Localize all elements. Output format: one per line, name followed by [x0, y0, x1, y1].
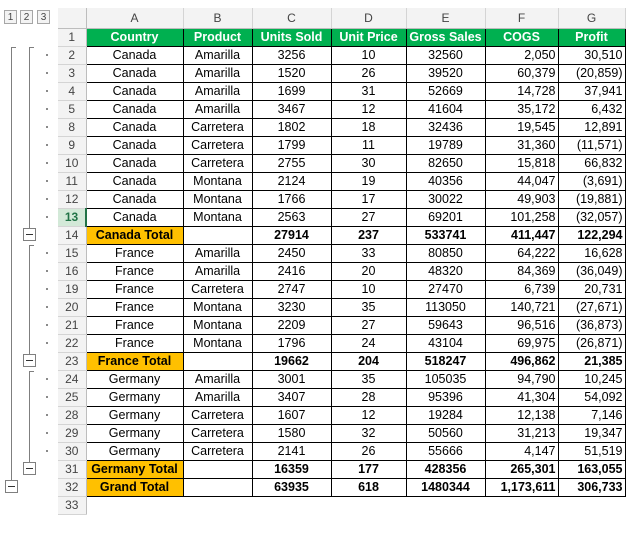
outline-row-dot [46, 108, 48, 110]
cell-profit[interactable]: (36,873) [558, 316, 625, 334]
table-row [58, 424, 625, 442]
cell-country[interactable]: Canada [86, 46, 183, 64]
cell-cogs[interactable]: 19,545 [485, 118, 558, 136]
cell-product[interactable] [183, 478, 252, 496]
cell-product[interactable]: Carretera [183, 136, 252, 154]
outline-row-dot [46, 126, 48, 128]
cell-cogs[interactable]: 96,516 [485, 316, 558, 334]
cell-cogs[interactable]: 49,903 [485, 190, 558, 208]
outline-row-dot [46, 144, 48, 146]
cell-profit[interactable]: 6,432 [558, 100, 625, 118]
header-cell-gross-sales[interactable]: Gross Sales [406, 28, 485, 46]
subtotal-row [58, 352, 625, 370]
cell-cogs[interactable]: 64,222 [485, 244, 558, 262]
cell-cogs[interactable]: 496,862 [485, 352, 558, 370]
cell-units-sold[interactable]: 19662 [252, 352, 331, 370]
row-header[interactable]: 33 [58, 496, 86, 514]
cell-product[interactable]: Carretera [183, 118, 252, 136]
cell-gross-sales[interactable]: 19789 [406, 136, 485, 154]
cell-cogs[interactable]: 41,304 [485, 388, 558, 406]
cell-profit[interactable]: (19,881) [558, 190, 625, 208]
cell-cogs[interactable]: 44,047 [485, 172, 558, 190]
row-header[interactable]: 10 [58, 154, 86, 172]
row-header[interactable]: 8 [58, 118, 86, 136]
cell-profit[interactable]: (36,049) [558, 262, 625, 280]
cell-country[interactable]: Germany [86, 406, 183, 424]
cell-cogs[interactable]: 60,379 [485, 64, 558, 82]
cell-country[interactable]: Canada [86, 118, 183, 136]
cell-units-sold[interactable]: 1802 [252, 118, 331, 136]
table-row [58, 334, 625, 352]
cell-gross-sales[interactable]: 55666 [406, 442, 485, 460]
outline-row-dot [46, 378, 48, 380]
cell-cogs[interactable]: 15,818 [485, 154, 558, 172]
cell-country[interactable]: France [86, 298, 183, 316]
cell-units-sold[interactable]: 1607 [252, 406, 331, 424]
cell-units-sold[interactable]: 3256 [252, 46, 331, 64]
row-header[interactable]: 23 [58, 352, 86, 370]
table-row [58, 244, 625, 262]
cell-profit[interactable]: 306,733 [558, 478, 625, 496]
header-cell-unit-price[interactable]: Unit Price [331, 28, 406, 46]
column-header-e[interactable]: E [406, 8, 485, 28]
column-header-d[interactable]: D [331, 8, 406, 28]
cell-profit[interactable]: (11,571) [558, 136, 625, 154]
collapse-group-button[interactable] [5, 480, 18, 493]
cell-profit[interactable]: 16,628 [558, 244, 625, 262]
cell-profit[interactable]: 37,941 [558, 82, 625, 100]
cell-product[interactable] [183, 460, 252, 478]
cell-units-sold[interactable]: 2416 [252, 262, 331, 280]
cell-unit-price[interactable]: 204 [331, 352, 406, 370]
cell-country[interactable]: France Total [86, 352, 183, 370]
outline-row-dot [46, 54, 48, 56]
cell-gross-sales[interactable]: 428356 [406, 460, 485, 478]
row-header[interactable]: 20 [58, 298, 86, 316]
cell-country[interactable]: France [86, 244, 183, 262]
cell-country[interactable]: Canada [86, 208, 183, 226]
cell-gross-sales[interactable]: 69201 [406, 208, 485, 226]
cell-product[interactable]: Carretera [183, 154, 252, 172]
table-row [58, 406, 625, 424]
cell-profit[interactable]: 10,245 [558, 370, 625, 388]
cell-unit-price[interactable]: 12 [331, 100, 406, 118]
cell-product[interactable]: Montana [183, 334, 252, 352]
outline-row-dot [46, 180, 48, 182]
cell-units-sold[interactable]: 2141 [252, 442, 331, 460]
cell-product[interactable]: Amarilla [183, 262, 252, 280]
cell-country[interactable] [86, 496, 183, 514]
cell-units-sold[interactable]: 1699 [252, 82, 331, 100]
cell-cogs[interactable]: 4,147 [485, 442, 558, 460]
header-cell-country[interactable]: Country [86, 28, 183, 46]
cell-gross-sales[interactable]: 518247 [406, 352, 485, 370]
cell-unit-price[interactable]: 177 [331, 460, 406, 478]
row-header[interactable]: 15 [58, 244, 86, 262]
collapse-group-button[interactable] [23, 228, 36, 241]
cell-profit[interactable]: (27,671) [558, 298, 625, 316]
cell-cogs[interactable]: 35,172 [485, 100, 558, 118]
cell-unit-price[interactable]: 11 [331, 136, 406, 154]
cell-units-sold[interactable]: 3001 [252, 370, 331, 388]
cell-units-sold[interactable]: 1799 [252, 136, 331, 154]
cell-profit[interactable]: 54,092 [558, 388, 625, 406]
outline-bracket [29, 47, 30, 228]
row-header[interactable]: 9 [58, 136, 86, 154]
table-row [58, 64, 625, 82]
cell-gross-sales[interactable]: 1480344 [406, 478, 485, 496]
cell-product[interactable]: Montana [183, 298, 252, 316]
cell-units-sold[interactable]: 2755 [252, 154, 331, 172]
cell-unit-price[interactable]: 12 [331, 406, 406, 424]
cell-units-sold[interactable]: 1796 [252, 334, 331, 352]
cell-units-sold[interactable]: 1580 [252, 424, 331, 442]
outline-bracket [29, 371, 30, 462]
cell-unit-price[interactable]: 17 [331, 190, 406, 208]
outline-bracket [29, 245, 30, 354]
outline-level-1-button[interactable]: 1 [4, 10, 17, 24]
cell-gross-sales[interactable]: 32560 [406, 46, 485, 64]
cell-units-sold[interactable]: 2450 [252, 244, 331, 262]
cell-cogs[interactable]: 411,447 [485, 226, 558, 244]
cell-cogs[interactable]: 1,173,611 [485, 478, 558, 496]
cell-country[interactable]: France [86, 334, 183, 352]
cell-country[interactable]: Germany [86, 424, 183, 442]
cell-profit[interactable]: 66,832 [558, 154, 625, 172]
cell-gross-sales[interactable]: 43104 [406, 334, 485, 352]
cell-product[interactable] [183, 352, 252, 370]
column-header-f[interactable]: F [485, 8, 558, 28]
cell-unit-price[interactable]: 33 [331, 244, 406, 262]
cell-profit[interactable]: 163,055 [558, 460, 625, 478]
cell-gross-sales[interactable]: 39520 [406, 64, 485, 82]
row-header[interactable]: 5 [58, 100, 86, 118]
row-header[interactable]: 25 [58, 388, 86, 406]
cell-product[interactable]: Montana [183, 316, 252, 334]
cell-product[interactable] [183, 496, 252, 514]
table-row [58, 316, 625, 334]
cell-units-sold[interactable]: 16359 [252, 460, 331, 478]
row-header[interactable]: 13 [58, 208, 86, 226]
cell-gross-sales[interactable]: 27470 [406, 280, 485, 298]
cell-unit-price[interactable]: 20 [331, 262, 406, 280]
column-header-c[interactable]: C [252, 8, 331, 28]
cell-units-sold[interactable]: 3230 [252, 298, 331, 316]
table-row [58, 118, 625, 136]
cell-profit[interactable]: 51,519 [558, 442, 625, 460]
outline-row-dot [46, 450, 48, 452]
column-header-a[interactable]: A [86, 8, 183, 28]
cell-gross-sales[interactable]: 533741 [406, 226, 485, 244]
outline-row-dot [46, 252, 48, 254]
table-row [58, 136, 625, 154]
header-cell-units-sold[interactable]: Units Sold [252, 28, 331, 46]
spreadsheet-grid [58, 8, 626, 515]
cell-product[interactable]: Amarilla [183, 64, 252, 82]
table-row [58, 388, 625, 406]
cell-profit[interactable]: 12,891 [558, 118, 625, 136]
cell-gross-sales[interactable]: 50560 [406, 424, 485, 442]
table-row [58, 172, 625, 190]
table-row [58, 190, 625, 208]
cell-gross-sales[interactable]: 80850 [406, 244, 485, 262]
cell-cogs[interactable]: 2,050 [485, 46, 558, 64]
cell-product[interactable]: Montana [183, 172, 252, 190]
cell-cogs[interactable]: 94,790 [485, 370, 558, 388]
outline-row-dot [46, 162, 48, 164]
outline-row-dot [46, 288, 48, 290]
empty-row [58, 496, 625, 514]
cell-unit-price[interactable]: 27 [331, 316, 406, 334]
cell-cogs[interactable]: 12,138 [485, 406, 558, 424]
cell-unit-price[interactable]: 19 [331, 172, 406, 190]
cell-country[interactable]: Canada [86, 172, 183, 190]
cell-unit-price[interactable]: 10 [331, 280, 406, 298]
column-header-row [58, 8, 625, 28]
table-row [58, 208, 625, 226]
cell-unit-price[interactable]: 28 [331, 388, 406, 406]
cell-gross-sales[interactable]: 82650 [406, 154, 485, 172]
cell-country[interactable]: France [86, 280, 183, 298]
cell-country[interactable]: Germany [86, 370, 183, 388]
cell-cogs[interactable]: 6,739 [485, 280, 558, 298]
outline-level-2-button[interactable]: 2 [20, 10, 33, 24]
cell-unit-price[interactable]: 32 [331, 424, 406, 442]
table-row [58, 262, 625, 280]
cell-profit[interactable]: (26,871) [558, 334, 625, 352]
outline-bracket [11, 47, 12, 480]
cell-units-sold[interactable]: 3467 [252, 100, 331, 118]
cell-profit[interactable]: 20,731 [558, 280, 625, 298]
cell-country[interactable]: Canada Total [86, 226, 183, 244]
outline-row-dot [46, 198, 48, 200]
cell-units-sold[interactable] [252, 496, 331, 514]
cell-units-sold[interactable]: 63935 [252, 478, 331, 496]
cell-product[interactable]: Carretera [183, 442, 252, 460]
cell-country[interactable]: Canada [86, 100, 183, 118]
row-header[interactable]: 29 [58, 424, 86, 442]
outline-row-dot [46, 414, 48, 416]
cell-cogs[interactable]: 140,721 [485, 298, 558, 316]
table-row [58, 82, 625, 100]
outline-row-dot [46, 342, 48, 344]
cell-cogs[interactable]: 31,213 [485, 424, 558, 442]
cell-profit[interactable]: (20,859) [558, 64, 625, 82]
row-header[interactable]: 4 [58, 82, 86, 100]
row-header[interactable]: 24 [58, 370, 86, 388]
outline-pane [0, 0, 58, 540]
cell-unit-price[interactable]: 27 [331, 208, 406, 226]
cell-country[interactable]: France [86, 316, 183, 334]
header-cell-product[interactable]: Product [183, 28, 252, 46]
cell-profit[interactable] [558, 496, 625, 514]
table-row [58, 280, 625, 298]
cell-product[interactable]: Amarilla [183, 244, 252, 262]
cell-unit-price[interactable]: 10 [331, 46, 406, 64]
cell-country[interactable]: Canada [86, 190, 183, 208]
cell-product[interactable]: Amarilla [183, 388, 252, 406]
outline-row-dot [46, 216, 48, 218]
cell-country[interactable]: Canada [86, 82, 183, 100]
cell-gross-sales[interactable]: 95396 [406, 388, 485, 406]
cell-country[interactable]: Canada [86, 136, 183, 154]
cell-unit-price[interactable]: 18 [331, 118, 406, 136]
row-header[interactable]: 19 [58, 280, 86, 298]
cell-gross-sales[interactable]: 52669 [406, 82, 485, 100]
cell-units-sold[interactable]: 2747 [252, 280, 331, 298]
table-row [58, 370, 625, 388]
row-header[interactable]: 11 [58, 172, 86, 190]
subtotal-row [58, 226, 625, 244]
cell-units-sold[interactable]: 1766 [252, 190, 331, 208]
subtotal-row [58, 460, 625, 478]
outline-level-3-button[interactable]: 3 [37, 10, 50, 24]
outline-row-dot [46, 270, 48, 272]
collapse-group-button[interactable] [23, 462, 36, 475]
row-header[interactable]: 16 [58, 262, 86, 280]
row-header[interactable]: 14 [58, 226, 86, 244]
row-header[interactable]: 12 [58, 190, 86, 208]
outline-row-dot [46, 396, 48, 398]
cell-units-sold[interactable]: 1520 [252, 64, 331, 82]
cell-units-sold[interactable]: 2209 [252, 316, 331, 334]
row-header[interactable]: 30 [58, 442, 86, 460]
row-header[interactable]: 21 [58, 316, 86, 334]
cell-gross-sales[interactable]: 48320 [406, 262, 485, 280]
cell-cogs[interactable]: 14,728 [485, 82, 558, 100]
cell-unit-price[interactable]: 237 [331, 226, 406, 244]
cell-country[interactable]: Germany Total [86, 460, 183, 478]
cell-product[interactable]: Carretera [183, 406, 252, 424]
outline-row-dot [46, 90, 48, 92]
table-row [58, 154, 625, 172]
cell-profit[interactable]: 19,347 [558, 424, 625, 442]
header-cell-profit[interactable]: Profit [558, 28, 625, 46]
cell-profit[interactable]: (3,691) [558, 172, 625, 190]
cell-profit[interactable]: 30,510 [558, 46, 625, 64]
cell-country[interactable]: Germany [86, 388, 183, 406]
column-header-b[interactable]: B [183, 8, 252, 28]
row-header[interactable]: 28 [58, 406, 86, 424]
cell-gross-sales[interactable]: 32436 [406, 118, 485, 136]
cell-gross-sales[interactable]: 105035 [406, 370, 485, 388]
cell-country[interactable]: Germany [86, 442, 183, 460]
row-header[interactable]: 1 [58, 28, 86, 46]
table-row [58, 298, 625, 316]
header-row [58, 28, 625, 46]
cell-gross-sales[interactable]: 59643 [406, 316, 485, 334]
cell-product[interactable]: Amarilla [183, 82, 252, 100]
cell-profit[interactable]: 21,385 [558, 352, 625, 370]
outline-row-dot [46, 432, 48, 434]
cell-unit-price[interactable]: 35 [331, 298, 406, 316]
cell-product[interactable] [183, 226, 252, 244]
cell-product[interactable]: Carretera [183, 280, 252, 298]
cell-profit[interactable]: 122,294 [558, 226, 625, 244]
collapse-group-button[interactable] [23, 354, 36, 367]
cell-units-sold[interactable]: 2563 [252, 208, 331, 226]
cell-unit-price[interactable] [331, 496, 406, 514]
subtotal-row [58, 478, 625, 496]
cell-product[interactable]: Amarilla [183, 100, 252, 118]
row-header[interactable]: 22 [58, 334, 86, 352]
cell-cogs[interactable]: 69,975 [485, 334, 558, 352]
cell-cogs[interactable]: 84,369 [485, 262, 558, 280]
row-header[interactable]: 31 [58, 460, 86, 478]
cell-profit[interactable]: 7,146 [558, 406, 625, 424]
cell-country[interactable]: Canada [86, 64, 183, 82]
outline-row-dot [46, 306, 48, 308]
cell-product[interactable]: Carretera [183, 424, 252, 442]
cell-gross-sales[interactable]: 19284 [406, 406, 485, 424]
row-header[interactable]: 2 [58, 46, 86, 64]
column-header-g[interactable]: G [558, 8, 625, 28]
cell-unit-price[interactable]: 35 [331, 370, 406, 388]
cell-unit-price[interactable]: 618 [331, 478, 406, 496]
row-header[interactable]: 32 [58, 478, 86, 496]
select-all-corner[interactable] [58, 8, 86, 28]
cell-gross-sales[interactable]: 40356 [406, 172, 485, 190]
cell-product[interactable]: Montana [183, 190, 252, 208]
row-header[interactable]: 3 [58, 64, 86, 82]
cell-profit[interactable]: (32,057) [558, 208, 625, 226]
table-row [58, 46, 625, 64]
cell-gross-sales[interactable] [406, 496, 485, 514]
cell-units-sold[interactable]: 2124 [252, 172, 331, 190]
cell-units-sold[interactable]: 3407 [252, 388, 331, 406]
cell-cogs[interactable]: 31,360 [485, 136, 558, 154]
cell-units-sold[interactable]: 27914 [252, 226, 331, 244]
cell-unit-price[interactable]: 30 [331, 154, 406, 172]
cell-unit-price[interactable]: 31 [331, 82, 406, 100]
outline-row-dot [46, 72, 48, 74]
cell-country[interactable]: France [86, 262, 183, 280]
table-row [58, 100, 625, 118]
cell-product[interactable]: Amarilla [183, 46, 252, 64]
table-row [58, 442, 625, 460]
cell-country[interactable]: Grand Total [86, 478, 183, 496]
cell-cogs[interactable] [485, 496, 558, 514]
cell-gross-sales[interactable]: 41604 [406, 100, 485, 118]
cell-unit-price[interactable]: 26 [331, 64, 406, 82]
cell-product[interactable]: Montana [183, 208, 252, 226]
cell-gross-sales[interactable]: 30022 [406, 190, 485, 208]
cell-gross-sales[interactable]: 113050 [406, 298, 485, 316]
cell-country[interactable]: Canada [86, 154, 183, 172]
cell-cogs[interactable]: 101,258 [485, 208, 558, 226]
cell-unit-price[interactable]: 24 [331, 334, 406, 352]
header-cell-cogs[interactable]: COGS [485, 28, 558, 46]
cell-product[interactable]: Amarilla [183, 370, 252, 388]
cell-cogs[interactable]: 265,301 [485, 460, 558, 478]
outline-row-dot [46, 324, 48, 326]
cell-unit-price[interactable]: 26 [331, 442, 406, 460]
